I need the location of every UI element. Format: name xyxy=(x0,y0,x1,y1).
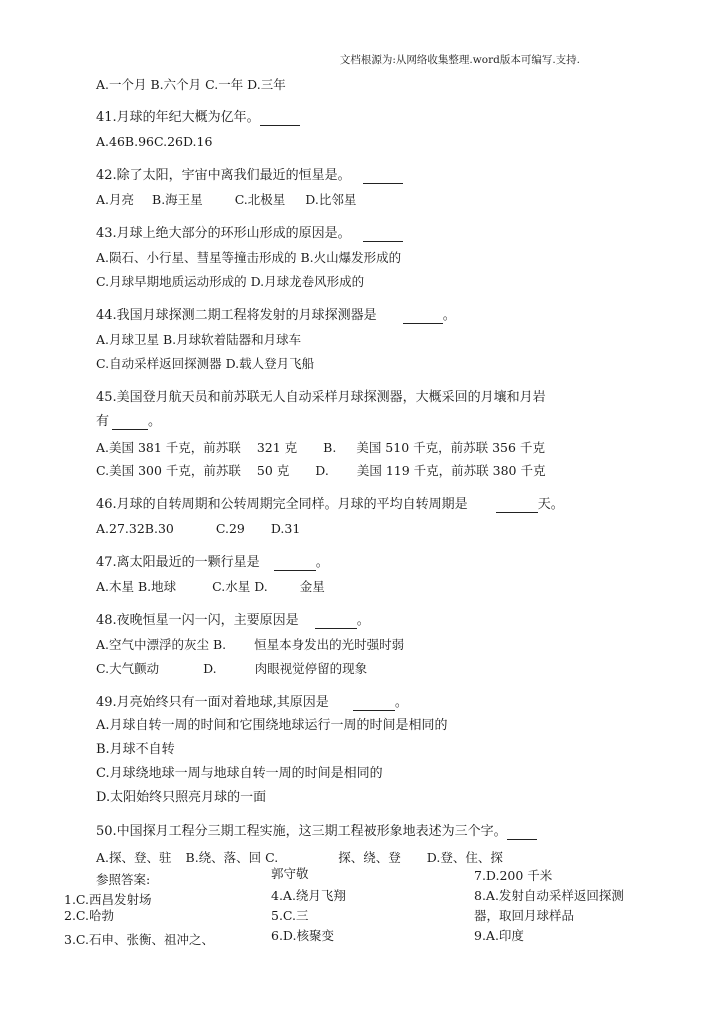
answers-title: 参照答案: xyxy=(96,872,151,887)
q48-answer-blank[interactable] xyxy=(315,615,357,629)
q48-options-line2 xyxy=(96,661,367,677)
q41-answer-blank[interactable] xyxy=(260,112,300,126)
q44-options-line2: C.自动采样返回探测器 D.载人登月飞船 xyxy=(96,356,315,371)
q40-options: A.一个月 B.六个月 C.一年 D.三年 xyxy=(96,77,286,92)
q48-option-b: 恒星本身发出的光时强时弱 xyxy=(254,637,405,652)
q45-question-line1: 45.美国登月航天员和前苏联无人自动采样月球探测器，大概采回的月壤和月岩 xyxy=(96,390,546,405)
q47-option-cd: C.水星 D. xyxy=(212,579,268,594)
q42-answer-blank[interactable] xyxy=(363,170,403,184)
q43-options-line1: A.陨石、小行星、彗星等撞击形成的 B.火山爆发形成的 xyxy=(96,250,402,265)
q42-question xyxy=(96,168,403,184)
q41-text: 41.月球的年纪大概为亿年。 xyxy=(96,110,260,125)
q47-text: 47.离太阳最近的一颗行星是 xyxy=(96,555,260,570)
q45-option-c-value: 50 克 xyxy=(256,463,290,478)
q48-end: 。 xyxy=(356,613,370,628)
q45-question-line2 xyxy=(96,414,161,430)
q47-option-ab: A.木星 B.地球 xyxy=(96,579,177,594)
q45-option-b: 美国 510 千克，前苏联 356 千克 xyxy=(356,440,545,455)
q44-text: 44.我国月球探测二期工程将发射的月球探测器是 xyxy=(96,308,377,323)
q42-options xyxy=(96,192,356,208)
q50-answer-blank[interactable] xyxy=(507,826,537,840)
q50-text: 50.中国探月工程分三期工程实施，这三期工程被形象地表述为三个字。 xyxy=(96,824,507,839)
answer-3: 3.C.石申、张衡、祖冲之、 xyxy=(64,932,215,947)
q41-options: A.46B.96C.26D.16 xyxy=(96,134,213,149)
q49-question xyxy=(96,695,408,711)
q48-option-d: 肉眼视觉停留的现象 xyxy=(254,661,368,676)
q50-option-a: A.探、登、驻 xyxy=(96,850,172,865)
q48-option-ab: A.空气中漂浮的灰尘 B. xyxy=(96,637,227,652)
q42-option-d: D.比邻星 xyxy=(305,192,357,207)
q45-options-line2 xyxy=(96,463,545,479)
q48-text: 48.夜晚恒星一闪一闪，主要原因是 xyxy=(96,613,299,628)
q41-question xyxy=(96,110,300,126)
q45-option-c: C.美国 300 千克，前苏联 xyxy=(96,463,241,478)
q49-option-c: C.月球绕地球一周与地球自转一周的时间是相同的 xyxy=(96,766,383,781)
q47-question xyxy=(96,555,329,571)
q43-answer-blank[interactable] xyxy=(363,228,403,242)
q48-options-line1 xyxy=(96,637,404,653)
q45-options-line1 xyxy=(96,440,545,456)
q44-options-line1: A.月球卫星 B.月球软着陆器和月球车 xyxy=(96,332,302,347)
q50-option-d: D.登、住、探 xyxy=(426,850,503,865)
q45-option-a: A.美国 381 千克，前苏联 xyxy=(96,440,241,455)
q45-option-d: 美国 119 千克，前苏联 380 千克 xyxy=(356,463,546,478)
q47-end: 。 xyxy=(315,555,329,570)
q50-option-c: 探、绕、登 xyxy=(338,850,401,865)
q44-question xyxy=(96,308,456,324)
q46-options xyxy=(96,521,300,537)
q50-question xyxy=(96,824,537,840)
q43-options-line2: C.月球早期地质运动形成的 D.月球龙卷风形成的 xyxy=(96,274,365,289)
q45-option-a-value: 321 克 xyxy=(256,440,298,455)
q43-question xyxy=(96,226,403,242)
q49-text: 49.月亮始终只有一面对着地球,其原因是 xyxy=(96,695,329,710)
q46-end: 天。 xyxy=(537,497,564,512)
q46-question xyxy=(96,497,564,513)
q45-option-d-label: D. xyxy=(315,463,329,478)
q46-option-ab: A.27.32B.30 xyxy=(96,521,174,536)
q47-answer-blank[interactable] xyxy=(274,557,316,571)
q42-option-b: B.海王星 xyxy=(152,192,203,207)
q48-question xyxy=(96,613,370,629)
q42-text: 42.除了太阳，宇宙中离我们最近的恒星是。 xyxy=(96,168,351,183)
q42-option-a: A.月亮 xyxy=(96,192,135,207)
q46-option-d: D.31 xyxy=(270,521,301,536)
answer-9: 9.A.印度 xyxy=(474,928,524,943)
q45-text-line2: 有 xyxy=(96,414,110,429)
q47-option-d: 金星 xyxy=(299,579,325,594)
answer-4: 4.A.绕月飞翔 xyxy=(271,888,346,903)
q45-answer-blank[interactable] xyxy=(112,416,148,430)
q49-option-a: A.月球自转一周的时间和它围绕地球运行一周的时间是相同的 xyxy=(96,718,448,733)
q49-answer-blank[interactable] xyxy=(353,697,395,711)
q50-options xyxy=(96,850,503,866)
q42-option-c: C.北极星 xyxy=(234,192,286,207)
q46-answer-blank[interactable] xyxy=(496,499,538,513)
answer-8-continued: 器，取回月球样品 xyxy=(474,908,575,923)
answer-1: 1.C.西昌发射场 xyxy=(64,892,152,907)
answer-6: 6.D.核聚变 xyxy=(271,928,334,943)
q48-option-c: C.大气颤动 xyxy=(96,661,160,676)
q50-option-bc: B.绕、落、回 C. xyxy=(185,850,279,865)
answer-5: 5.C.三 xyxy=(271,908,309,923)
q47-options xyxy=(96,579,325,595)
answer-8: 8.A.发射自动采样返回探测 xyxy=(474,888,624,903)
q48-option-d-label: D. xyxy=(203,661,217,676)
answer-7: 7.D.200 千米 xyxy=(474,868,553,883)
answer-2: 2.C.哈勃 xyxy=(64,908,115,923)
q45-end: 。 xyxy=(148,414,162,429)
q44-answer-blank[interactable] xyxy=(403,310,443,324)
q45-option-b-label: B. xyxy=(323,440,337,455)
q44-end: 。 xyxy=(442,308,456,323)
q49-option-b: B.月球不自转 xyxy=(96,742,175,757)
q49-end: 。 xyxy=(394,695,408,710)
answer-3-continued: 郭守敬 xyxy=(271,866,309,881)
source-note: 文档根源为:从网络收集整理.word版本可编写.支持. xyxy=(339,54,580,66)
q49-option-d: D.太阳始终只照亮月球的一面 xyxy=(96,790,267,805)
q43-text: 43.月球上绝大部分的环形山形成的原因是。 xyxy=(96,226,351,241)
q46-text: 46.月球的自转周期和公转周期完全同样。月球的平均自转周期是 xyxy=(96,497,468,512)
q46-option-c: C.29 xyxy=(215,521,245,536)
